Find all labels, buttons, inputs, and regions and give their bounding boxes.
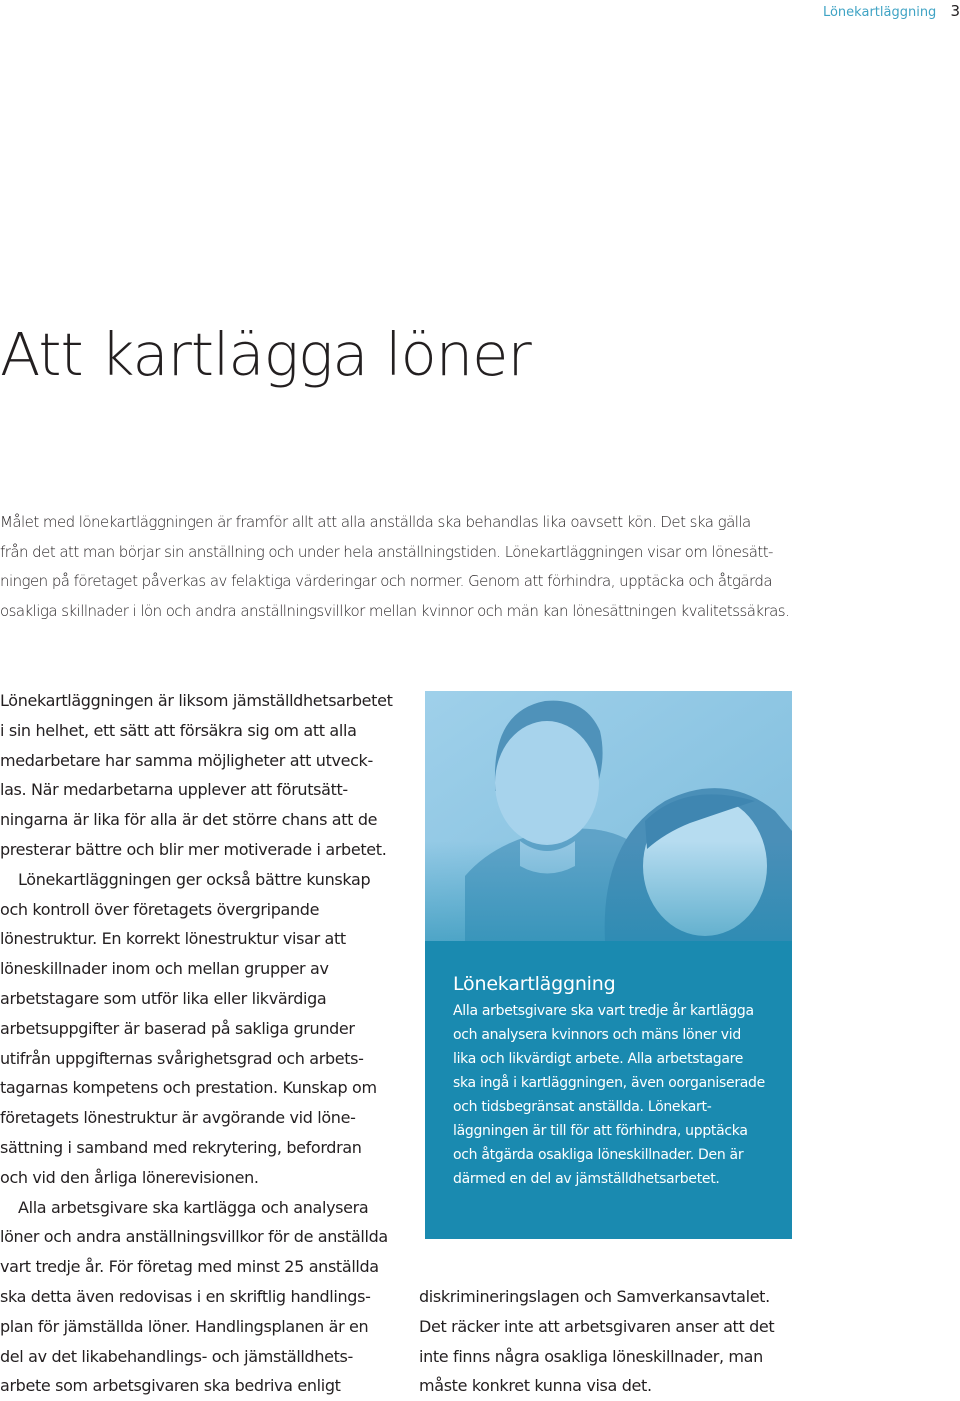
body-line: löner och andra anställningsvillkor för de anställda (0, 1227, 388, 1247)
photo-illustration (425, 691, 792, 941)
body-line: diskrimineringslagen och Samverkansavtalet. (419, 1287, 770, 1306)
body-line: ningarna är lika för alla är det större chans att de (0, 810, 378, 830)
body-line: i sin helhet, ett sätt att försäkra sig om att alla (0, 720, 357, 740)
body-line: vart tredje år. För företag med minst 25 anställda (0, 1257, 379, 1277)
duotone-photo (425, 691, 792, 941)
body-line: arbetsuppgifter är baserad på sakliga grunder (0, 1018, 355, 1038)
factbox-panel (425, 691, 792, 1239)
body-line: arbetstagare som utför lika eller likvärdiga (0, 988, 327, 1008)
page-title: Att kartlägga löner (0, 320, 531, 389)
body-line: inte finns några osakliga löneskillnader, man (419, 1346, 763, 1366)
lead-line: osakliga skillnader i lön och andra anställningsvillkor mellan kvinnor och män kan lönesättningen kvalitetssäkras. (0, 601, 790, 620)
body-line: Lönekartläggningen är liksom jämställdhetsarbetet (0, 691, 393, 710)
body-line: plan för jämställda löner. Handlingsplanen är en (0, 1316, 369, 1336)
factbox-line: Alla arbetsgivare ska vart tredje år kartlägga (453, 1003, 754, 1019)
factbox-line: lika och likvärdigt arbete. Alla arbetstagare (453, 1051, 744, 1067)
factbox-line: ska ingå i kartläggningen, även oorganiserade (453, 1075, 765, 1091)
body-line: löneskillnader inom och mellan grupper av (0, 959, 329, 979)
factbox-line: läggningen är till för att förhindra, upptäcka (453, 1123, 748, 1139)
body-line: arbete som arbetsgivaren ska bedriva enligt (0, 1376, 341, 1396)
lead-line: från det att man börjar sin anställning och under hela anställningstiden. Lönekartläggningen visar om lönesätt- (0, 542, 773, 561)
running-head-title: Lönekartläggning (822, 5, 937, 20)
body-line: måste konkret kunna visa det. (419, 1376, 652, 1396)
factbox-heading: Lönekartläggning (453, 973, 616, 995)
page-number: 3 (950, 2, 960, 20)
factbox-line: och analysera kvinnors och mäns löner vid (453, 1027, 741, 1043)
factbox-text (453, 999, 783, 1191)
body-line: Alla arbetsgivare ska kartlägga och analysera (18, 1197, 369, 1217)
factbox-line: därmed en del av jämställdhetsarbetet. (453, 1171, 720, 1187)
factbox-line: och åtgärda osakliga löneskillnader. Den är (453, 1147, 744, 1163)
body-line: del av det likabehandlings- och jämställdhets- (0, 1346, 353, 1366)
body-line: och vid den årliga lönerevisionen. (0, 1167, 259, 1187)
body-line: medarbetare har samma möjligheter att utveck- (0, 750, 373, 770)
body-line: företagets lönestruktur är avgörande vid löne- (0, 1108, 356, 1128)
body-column-left (0, 686, 393, 1401)
body-line: tagarnas kompetens och prestation. Kunskap om (0, 1078, 377, 1098)
body-line: las. När medarbetarna upplever att förutsätt- (0, 780, 348, 800)
body-line: ska detta även redovisas i en skriftlig handlings- (0, 1286, 371, 1306)
lead-line: Målet med lönekartläggningen är framför allt att alla anställda ska behandlas lika oavsett kön. Det ska gälla (0, 513, 751, 531)
body-line: presterar bättre och blir mer motiverade i arbetet. (0, 839, 387, 859)
body-line: Lönekartläggningen ger också bättre kunskap (18, 869, 371, 889)
body-line: utifrån uppgifternas svårighetsgrad och arbets- (0, 1048, 364, 1068)
lead-paragraph (0, 508, 960, 626)
running-head (660, 2, 960, 22)
body-line: sättning i samband med rekrytering, befordran (0, 1137, 362, 1157)
factbox-line: och tidsbegränsat anställda. Lönekart- (453, 1099, 712, 1115)
body-line: och kontroll över företagets övergripande (0, 899, 320, 919)
body-line: lönestruktur. En korrekt lönestruktur visar att (0, 929, 346, 949)
body-column-right (419, 1282, 819, 1401)
lead-line: ningen på företaget påverkas av felaktiga värderingar och normer. Genom att förhindra, upptäcka och åtgärda (0, 572, 772, 591)
body-line: Det räcker inte att arbetsgivaren anser att det (419, 1316, 775, 1336)
factbox (453, 971, 783, 1191)
